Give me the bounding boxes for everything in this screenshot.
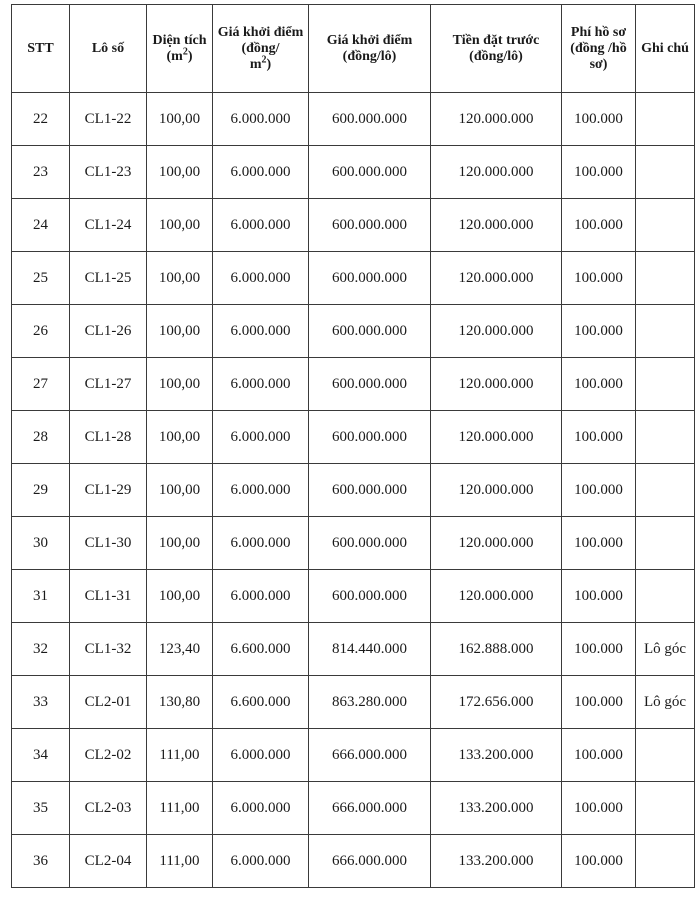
header-fee: Phí hồ sơ (đồng /hồ sơ) [562, 5, 636, 93]
cell-lot: CL1-25 [70, 252, 147, 305]
cell-stt: 35 [12, 782, 70, 835]
cell-lot: CL1-28 [70, 411, 147, 464]
cell-area: 100,00 [147, 358, 213, 411]
cell-lot: CL2-04 [70, 835, 147, 888]
cell-start-price: 666.000.000 [309, 729, 431, 782]
cell-fee: 100.000 [562, 305, 636, 358]
cell-deposit: 120.000.000 [431, 199, 562, 252]
header-stt: STT [12, 5, 70, 93]
cell-stt: 23 [12, 146, 70, 199]
cell-start-price: 600.000.000 [309, 358, 431, 411]
cell-note [636, 517, 695, 570]
table-row [12, 199, 695, 252]
cell-start-price: 600.000.000 [309, 199, 431, 252]
table-row [12, 305, 695, 358]
cell-unit-price: 6.000.000 [213, 93, 309, 146]
cell-start-price: 600.000.000 [309, 305, 431, 358]
cell-start-price: 600.000.000 [309, 93, 431, 146]
cell-deposit: 120.000.000 [431, 93, 562, 146]
cell-start-price: 600.000.000 [309, 411, 431, 464]
cell-deposit: 133.200.000 [431, 729, 562, 782]
cell-note [636, 305, 695, 358]
cell-fee: 100.000 [562, 782, 636, 835]
cell-stt: 28 [12, 411, 70, 464]
table-row [12, 623, 695, 676]
cell-lot: CL1-32 [70, 623, 147, 676]
cell-deposit: 133.200.000 [431, 782, 562, 835]
cell-deposit: 172.656.000 [431, 676, 562, 729]
cell-unit-price: 6.000.000 [213, 146, 309, 199]
cell-lot: CL1-26 [70, 305, 147, 358]
cell-note [636, 411, 695, 464]
cell-unit-price: 6.000.000 [213, 305, 309, 358]
cell-lot: CL2-02 [70, 729, 147, 782]
cell-start-price: 863.280.000 [309, 676, 431, 729]
cell-start-price: 600.000.000 [309, 570, 431, 623]
cell-unit-price: 6.000.000 [213, 729, 309, 782]
cell-note [636, 358, 695, 411]
cell-unit-price: 6.000.000 [213, 517, 309, 570]
cell-lot: CL1-27 [70, 358, 147, 411]
header-lot: Lô số [70, 5, 147, 93]
cell-unit-price: 6.000.000 [213, 252, 309, 305]
table-row [12, 570, 695, 623]
table-row [12, 835, 695, 888]
cell-fee: 100.000 [562, 252, 636, 305]
auction-lots-table [11, 4, 695, 888]
cell-stt: 31 [12, 570, 70, 623]
cell-lot: CL1-29 [70, 464, 147, 517]
cell-fee: 100.000 [562, 199, 636, 252]
table-row [12, 729, 695, 782]
cell-area: 111,00 [147, 729, 213, 782]
cell-stt: 30 [12, 517, 70, 570]
cell-deposit: 120.000.000 [431, 464, 562, 517]
cell-note: Lô góc [636, 676, 695, 729]
cell-fee: 100.000 [562, 729, 636, 782]
cell-fee: 100.000 [562, 835, 636, 888]
cell-deposit: 162.888.000 [431, 623, 562, 676]
cell-stt: 25 [12, 252, 70, 305]
header-row [12, 5, 695, 93]
cell-start-price: 666.000.000 [309, 782, 431, 835]
cell-lot: CL1-22 [70, 93, 147, 146]
cell-fee: 100.000 [562, 464, 636, 517]
cell-area: 100,00 [147, 570, 213, 623]
header-unit-price: Giá khởi điểm (đồng/ $m^2$) [213, 5, 309, 93]
cell-note [636, 252, 695, 305]
cell-stt: 29 [12, 464, 70, 517]
cell-deposit: 120.000.000 [431, 570, 562, 623]
cell-note [636, 93, 695, 146]
cell-area: 100,00 [147, 517, 213, 570]
cell-unit-price: 6.000.000 [213, 358, 309, 411]
cell-unit-price: 6.000.000 [213, 835, 309, 888]
cell-area: 100,00 [147, 411, 213, 464]
table-body [12, 93, 695, 888]
cell-deposit: 120.000.000 [431, 517, 562, 570]
cell-note [636, 729, 695, 782]
cell-deposit: 120.000.000 [431, 411, 562, 464]
cell-stt: 22 [12, 93, 70, 146]
table-row [12, 93, 695, 146]
cell-deposit: 120.000.000 [431, 252, 562, 305]
cell-note: Lô góc [636, 623, 695, 676]
cell-lot: CL1-24 [70, 199, 147, 252]
cell-deposit: 120.000.000 [431, 305, 562, 358]
cell-stt: 32 [12, 623, 70, 676]
cell-note [636, 835, 695, 888]
table-row [12, 464, 695, 517]
cell-note [636, 146, 695, 199]
cell-unit-price: 6.000.000 [213, 411, 309, 464]
header-start-price: Giá khởi điểm (đồng/lô) [309, 5, 431, 93]
cell-fee: 100.000 [562, 411, 636, 464]
cell-note [636, 464, 695, 517]
cell-area: 111,00 [147, 835, 213, 888]
cell-fee: 100.000 [562, 517, 636, 570]
cell-unit-price: 6.600.000 [213, 676, 309, 729]
cell-stt: 34 [12, 729, 70, 782]
cell-deposit: 120.000.000 [431, 146, 562, 199]
cell-deposit: 120.000.000 [431, 358, 562, 411]
cell-fee: 100.000 [562, 623, 636, 676]
cell-area: 130,80 [147, 676, 213, 729]
cell-lot: CL2-03 [70, 782, 147, 835]
cell-stt: 36 [12, 835, 70, 888]
cell-lot: CL1-23 [70, 146, 147, 199]
header-note: Ghi chú [636, 5, 695, 93]
cell-area: 100,00 [147, 146, 213, 199]
cell-start-price: 600.000.000 [309, 146, 431, 199]
cell-stt: 27 [12, 358, 70, 411]
header-deposit: Tiền đặt trước (đồng/lô) [431, 5, 562, 93]
cell-unit-price: 6.000.000 [213, 782, 309, 835]
cell-start-price: 600.000.000 [309, 517, 431, 570]
cell-fee: 100.000 [562, 676, 636, 729]
cell-unit-price: 6.000.000 [213, 570, 309, 623]
cell-lot: CL2-01 [70, 676, 147, 729]
cell-start-price: 666.000.000 [309, 835, 431, 888]
cell-area: 100,00 [147, 199, 213, 252]
table-row [12, 676, 695, 729]
cell-note [636, 782, 695, 835]
cell-lot: CL1-31 [70, 570, 147, 623]
cell-fee: 100.000 [562, 570, 636, 623]
cell-area: 100,00 [147, 93, 213, 146]
table-row [12, 411, 695, 464]
table-row [12, 517, 695, 570]
cell-fee: 100.000 [562, 146, 636, 199]
cell-unit-price: 6.000.000 [213, 199, 309, 252]
table-row [12, 252, 695, 305]
cell-area: 111,00 [147, 782, 213, 835]
cell-stt: 24 [12, 199, 70, 252]
cell-stt: 26 [12, 305, 70, 358]
cell-fee: 100.000 [562, 358, 636, 411]
cell-start-price: 600.000.000 [309, 252, 431, 305]
cell-lot: CL1-30 [70, 517, 147, 570]
cell-area: 100,00 [147, 464, 213, 517]
cell-start-price: 600.000.000 [309, 464, 431, 517]
table-row [12, 146, 695, 199]
cell-unit-price: 6.000.000 [213, 464, 309, 517]
cell-area: 100,00 [147, 252, 213, 305]
table-row [12, 782, 695, 835]
cell-area: 123,40 [147, 623, 213, 676]
header-area: Diện tích $(m^2)$ [147, 5, 213, 93]
cell-fee: 100.000 [562, 93, 636, 146]
cell-area: 100,00 [147, 305, 213, 358]
cell-note [636, 199, 695, 252]
cell-stt: 33 [12, 676, 70, 729]
cell-start-price: 814.440.000 [309, 623, 431, 676]
cell-deposit: 133.200.000 [431, 835, 562, 888]
cell-unit-price: 6.600.000 [213, 623, 309, 676]
table-row [12, 358, 695, 411]
cell-note [636, 570, 695, 623]
